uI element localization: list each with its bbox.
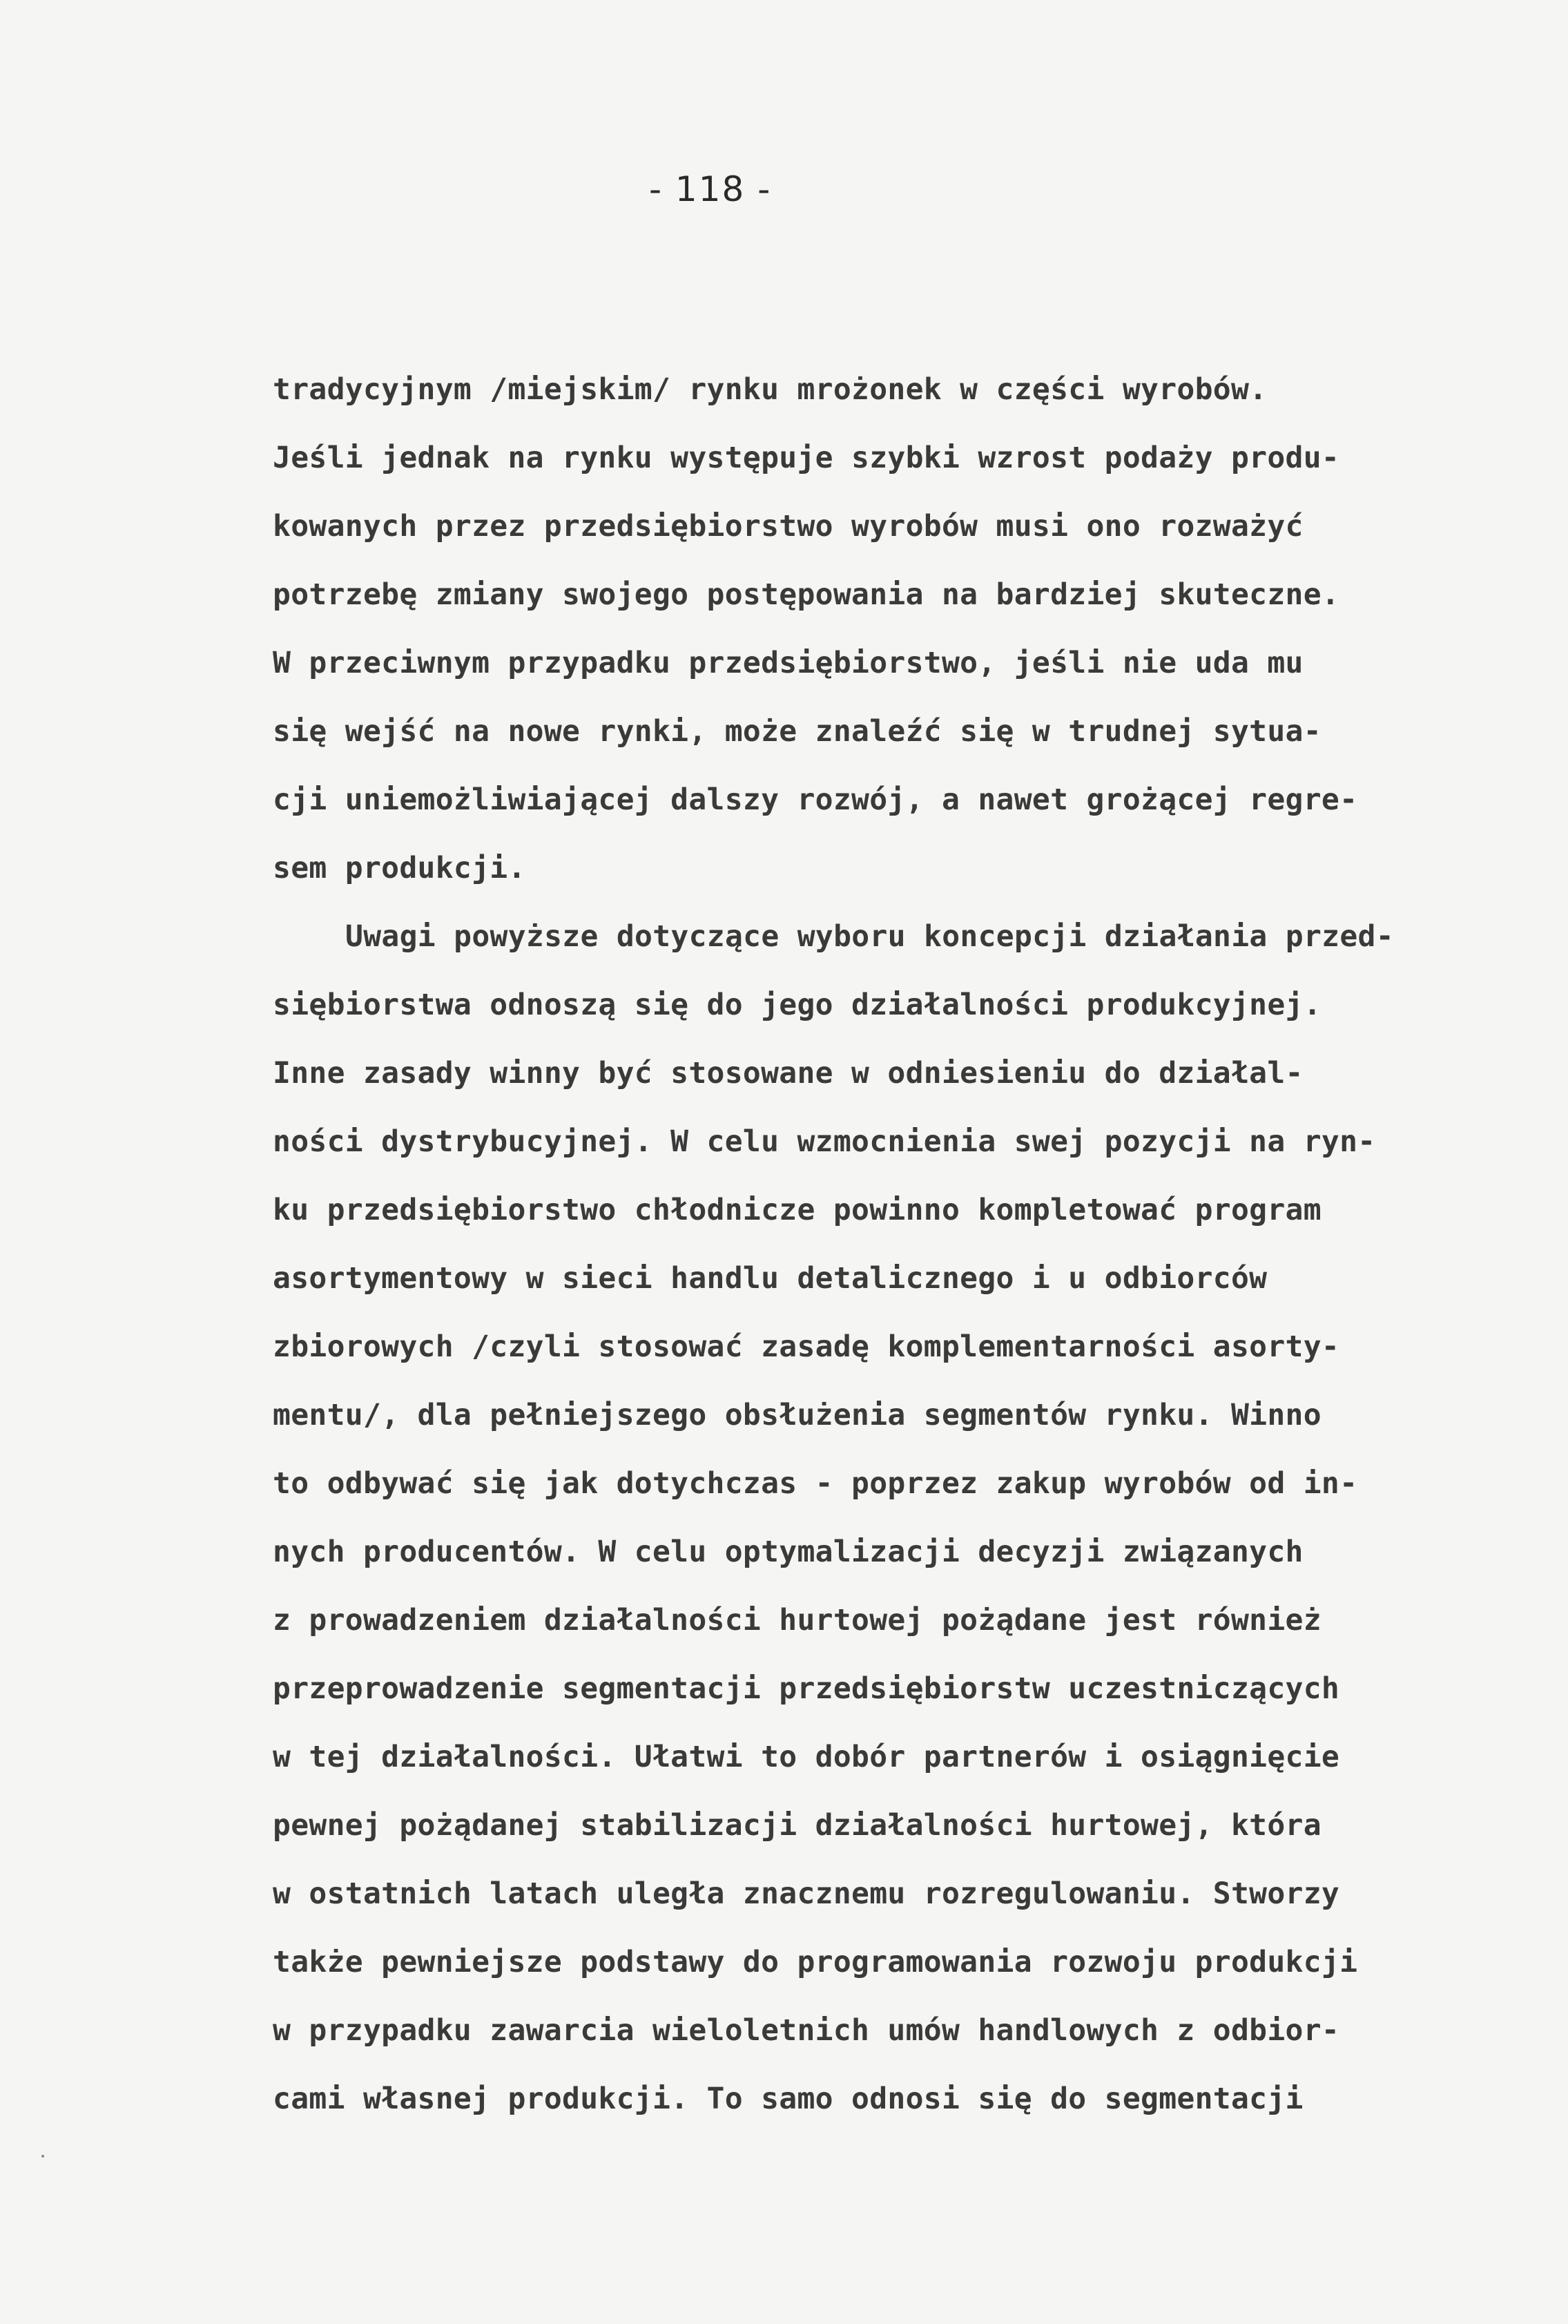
text-line: w przypadku zawarcia wieloletnich umów handlowych z odbior- bbox=[273, 2013, 1340, 2048]
text-line: cji uniemożliwiającej dalszy rozwój, a nawet grożącej regre- bbox=[273, 782, 1358, 817]
text-line: także pewniejsze podstawy do programowania rozwoju produkcji bbox=[273, 1945, 1358, 1979]
text-line: W przeciwnym przypadku przedsiębiorstwo, jeśli nie uda mu bbox=[273, 646, 1304, 680]
text-line: nych producentów. W celu optymalizacji decyzji związanych bbox=[273, 1535, 1304, 1569]
text-line: mentu/, dla pełniejszego obsłużenia segmentów rynku. Winno bbox=[273, 1398, 1322, 1432]
text-line: Inne zasady winny być stosowane w odniesieniu do działal- bbox=[273, 1056, 1304, 1091]
text-line: tradycyjnym /miejskim/ rynku mrożonek w części wyrobów. bbox=[273, 372, 1268, 407]
text-line: pewnej pożądanej stabilizacji działalności hurtowej, która bbox=[273, 1808, 1322, 1843]
text-line: ku przedsiębiorstwo chłodnicze powinno kompletować program bbox=[273, 1193, 1322, 1227]
text-line: ności dystrybucyjnej. W celu wzmocnienia swej pozycji na ryn- bbox=[273, 1124, 1376, 1159]
text-line: z prowadzeniem działalności hurtowej pożądane jest również bbox=[273, 1603, 1322, 1638]
text-line: potrzebę zmiany swojego postępowania na bardziej skuteczne. bbox=[273, 577, 1340, 612]
text-line: w tej działalności. Ułatwi to dobór partnerów i osiągnięcie bbox=[273, 1740, 1340, 1774]
paper-speck bbox=[41, 2155, 44, 2158]
text-line: kowanych przez przedsiębiorstwo wyrobów musi ono rozważyć bbox=[273, 509, 1304, 544]
text-line: Jeśli jednak na rynku występuje szybki wzrost podaży produ- bbox=[273, 441, 1340, 475]
text-line: sem produkcji. bbox=[273, 851, 526, 885]
text-line: cami własnej produkcji. To samo odnosi się do segmentacji bbox=[273, 2082, 1304, 2116]
body-text bbox=[273, 356, 1557, 2133]
page-number: - 118 - bbox=[649, 169, 772, 209]
text-line: zbiorowych /czyli stosować zasadę komplementarności asorty- bbox=[273, 1329, 1340, 1364]
paragraph-start-line: Uwagi powyższe dotyczące wyboru koncepcji działania przed- bbox=[345, 919, 1394, 954]
text-line: przeprowadzenie segmentacji przedsiębiorstw uczestniczących bbox=[273, 1671, 1340, 1706]
text-line: asortymentowy w sieci handlu detalicznego i u odbiorców bbox=[273, 1261, 1268, 1296]
text-line: to odbywać się jak dotychczas - poprzez zakup wyrobów od in- bbox=[273, 1466, 1358, 1501]
text-line: w ostatnich latach uległa znacznemu rozregulowaniu. Stworzy bbox=[273, 1876, 1340, 1911]
text-line: się wejść na nowe rynki, może znaleźć się w trudnej sytua- bbox=[273, 714, 1322, 749]
text-line: siębiorstwa odnoszą się do jego działalności produkcyjnej. bbox=[273, 988, 1322, 1022]
